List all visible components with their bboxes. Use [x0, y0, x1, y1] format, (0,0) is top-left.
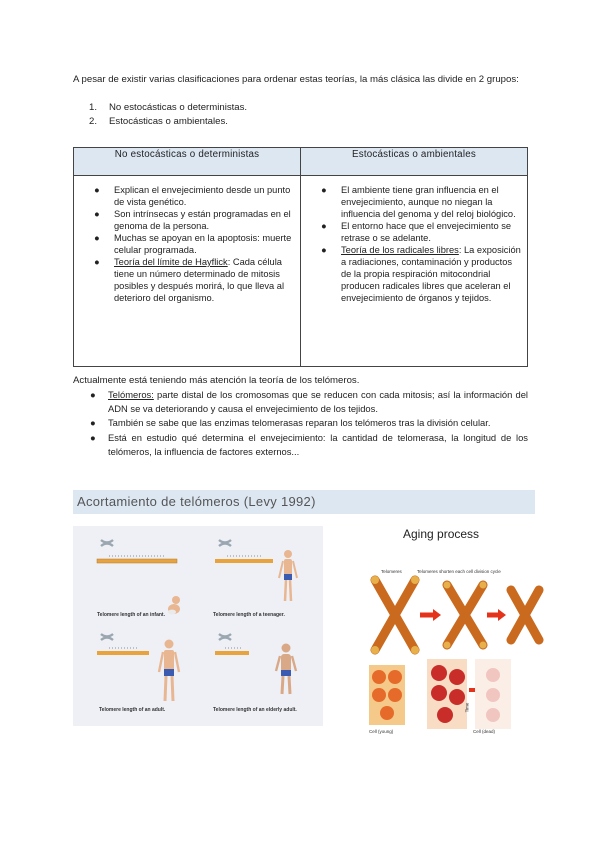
- caption-infant: Telomere length of an infant.: [97, 612, 165, 618]
- list-item: 1. No estocásticas o deterministas.: [89, 102, 248, 113]
- label-cell-dead: Cell (dead): [473, 729, 496, 734]
- telomere-illustration: [73, 526, 323, 726]
- telomeros-list: [90, 388, 528, 459]
- groups-list: [89, 101, 529, 128]
- list-item: ● Teoría de los radicales libres: La exposición a radiaciones, contaminación y productos de la propia respiración mitocondrial producen radicales libres que aceleran el envejecimiento de órganos y tejidos.: [321, 245, 521, 303]
- list-item: ● Muchas se apoyan en la apoptosis: muerte celular programada.: [94, 233, 292, 255]
- young-cells: [369, 665, 405, 725]
- label-telomeres: Telomeres: [381, 569, 402, 574]
- caption-teenager: Telomere length of a teenager.: [213, 612, 285, 618]
- chromosome-illustration: [365, 525, 545, 740]
- chromosome-long: [371, 576, 419, 654]
- radicales-term: Teoría de los radicales libres: [341, 245, 459, 255]
- dead-cells: [475, 659, 511, 729]
- table-cell-ambientales: [301, 176, 528, 367]
- caption-elderly: Telomere length of an elderly adult.: [213, 707, 297, 713]
- caption-adult: Telomere length of an adult.: [99, 707, 166, 713]
- list-item: ● Telómeros: parte distal de los cromosomas que se reducen con cada mitosis; así la información del ADN se va deteriorando y causa el envejecimiento de los tejidos.: [90, 389, 528, 415]
- table-header-deterministas: No estocásticas o deterministas: [74, 148, 301, 176]
- list-item: ● También se sabe que las enzimas telomerasas reparan los telómeros tras la división celular.: [90, 417, 491, 429]
- intro-paragraph: A pesar de existir varias clasificaciones para ordenar estas teorías, la más clásica las divide en 2 grupos:: [73, 74, 519, 85]
- label-shorten: Telomeres shorten each cell division cycle: [417, 569, 501, 574]
- list-item: ● El entorno hace que el envejecimiento se retrase o se adelante.: [321, 221, 512, 243]
- aging-process-figure: [365, 525, 545, 740]
- list-item: ● Teoría del límite de Hayflick: Cada célula tiene un número determinado de mitosis posibles y después morirá, lo que lleva al deterioro del organismo.: [94, 257, 285, 303]
- table-header-ambientales: Estocásticas o ambientales: [301, 148, 528, 176]
- label-time: Time: [464, 702, 470, 713]
- telomere-length-figure: [73, 526, 323, 726]
- chromosome-medium: [444, 582, 487, 649]
- label-cell-young: Cell (young): [369, 729, 394, 734]
- aging-process-title: Aging process: [403, 527, 480, 541]
- table-cell-deterministas: [74, 176, 301, 367]
- chromosome-short: [511, 590, 539, 640]
- comparison-table: [73, 147, 528, 367]
- list-item: ● Explican el envejecimiento desde un punto de vista genético.: [94, 185, 291, 207]
- hayflick-term: Teoría del límite de Hayflick: [114, 257, 228, 267]
- telomeros-intro: Actualmente está teniendo más atención la teoría de los telómeros.: [73, 375, 360, 386]
- list-item: ● Son intrínsecas y están programadas en el genoma de la persona.: [94, 209, 291, 231]
- list-item: ● El ambiente tiene gran influencia en el envejecimiento, aunque no niegan la influencia del genoma y del reloj biológico.: [321, 185, 516, 219]
- list-item: ● Está en estudio qué determina el envejecimiento: la cantidad de telomerasa, la longitud de los telómeros, la influencia de factores externos...: [90, 431, 528, 457]
- list-item: 2. Estocásticas o ambientales.: [89, 115, 228, 127]
- section-banner: Acortamiento de telómeros (Levy 1992): [73, 490, 535, 514]
